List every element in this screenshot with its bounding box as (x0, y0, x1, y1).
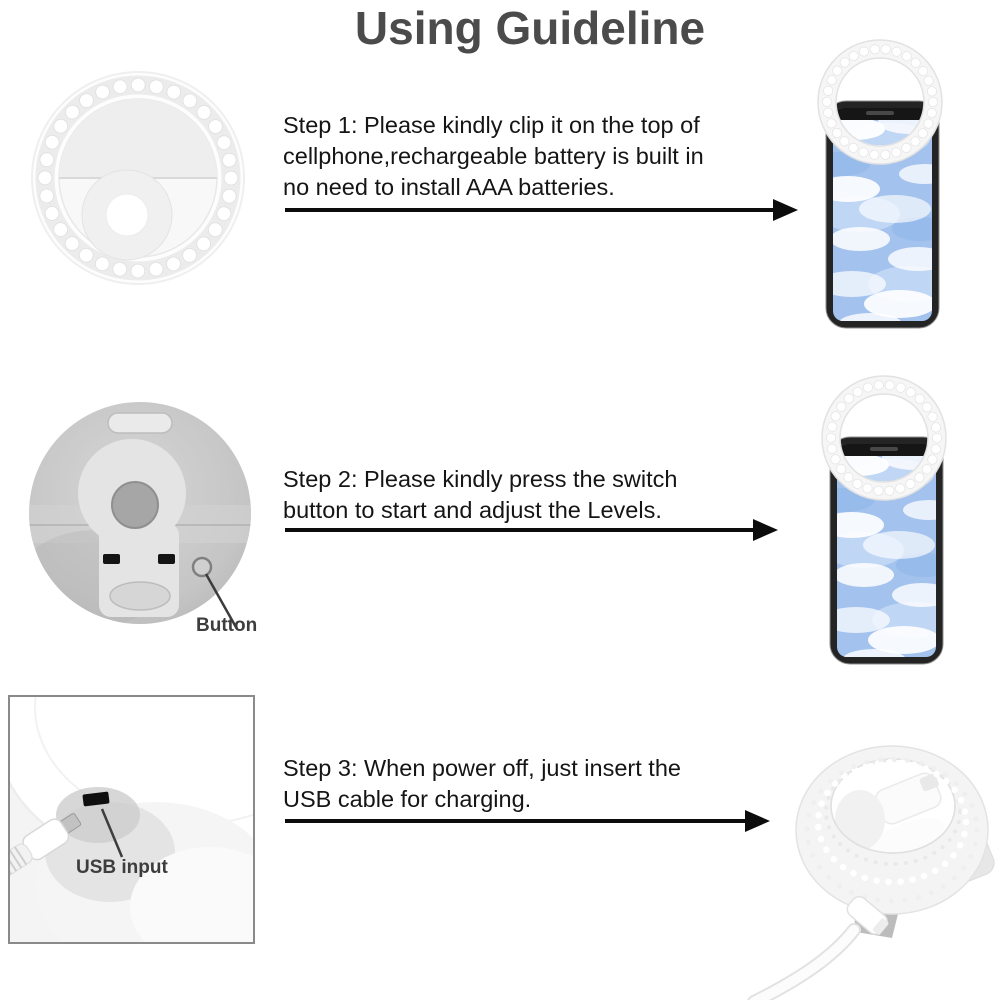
arrow-right-icon (285, 519, 778, 541)
ring-light-front-illustration (28, 62, 248, 292)
step-3-line-1: Step 3: When power off, just insert the (283, 755, 681, 781)
arrow-right-icon (285, 810, 770, 832)
step-3-line-2: USB cable for charging. (283, 786, 532, 812)
arrow-shaft (285, 208, 773, 212)
step-1-line-2: cellphone,rechargeable battery is built in (283, 143, 704, 169)
usb-port-closeup-illustration (10, 697, 253, 942)
usb-input-callout-label: USB input (76, 857, 168, 878)
step-2-line-1: Step 2: Please kindly press the switch (283, 466, 678, 492)
ring-light-charging-illustration (740, 700, 1000, 1000)
step-1-text (283, 110, 704, 203)
arrow-head (753, 519, 778, 541)
arrow-shaft (285, 819, 745, 823)
step-1-line-1: Step 1: Please kindly clip it on the top of (283, 112, 700, 138)
button-callout-label: Button (196, 615, 258, 636)
phone-with-ring-light-illustration-2 (804, 370, 964, 680)
arrow-shaft (285, 528, 753, 532)
arrow-right-icon (285, 199, 798, 221)
step-2-text (283, 464, 677, 526)
ring-light-back-view-illustration (15, 383, 265, 653)
step-3-text (283, 753, 681, 815)
step-2-line-2: button to start and adjust the Levels. (283, 497, 662, 523)
switch-button (193, 558, 211, 576)
arrow-head (773, 199, 798, 221)
step-1-line-3: no need to install AAA batteries. (283, 174, 615, 200)
usb-port-closeup-photo (8, 695, 255, 944)
page-title: Using Guideline (354, 2, 706, 54)
phone-with-ring-light-illustration-1 (800, 34, 960, 344)
